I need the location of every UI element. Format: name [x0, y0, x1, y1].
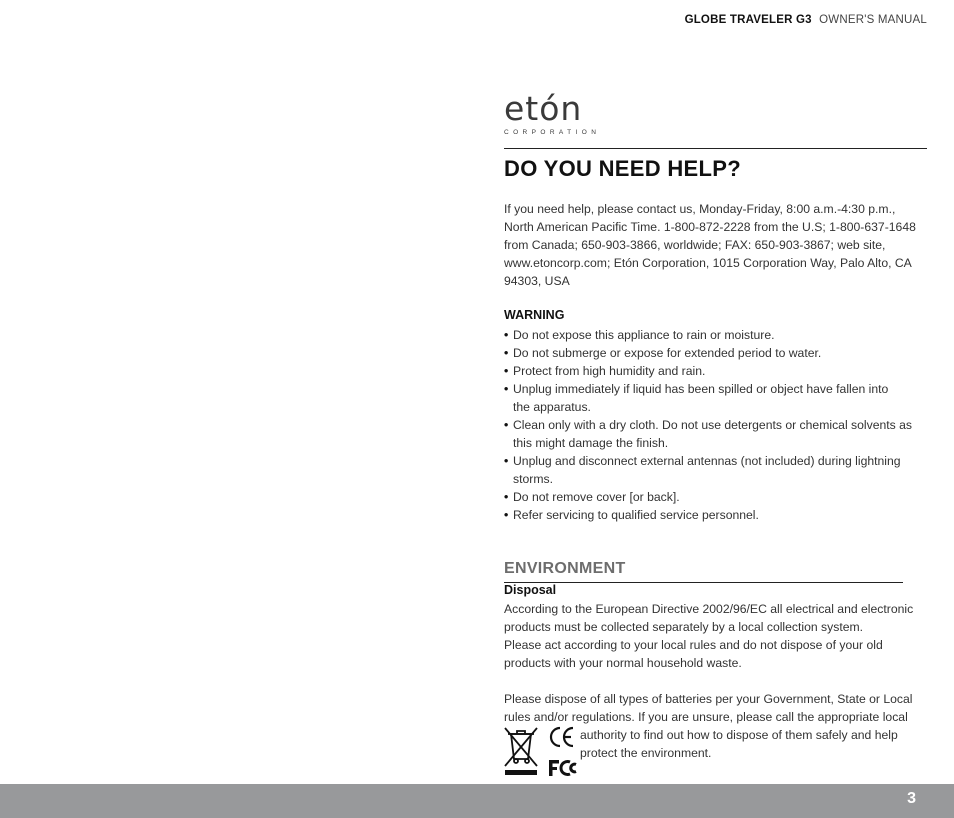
warning-item-text: Clean only with a dry cloth. Do not use detergents or chemical solvents as this might damage the finish.	[513, 418, 913, 450]
bullet-icon: •	[504, 382, 509, 396]
list-item	[504, 362, 928, 380]
running-header	[685, 14, 927, 26]
warning-heading: WARNING	[504, 308, 565, 322]
product-name: GLOBE TRAVELER G3	[684, 14, 812, 26]
warning-item-text: Do not submerge or expose for extended period to water.	[513, 346, 822, 360]
warning-item-text: Unplug immediately if liquid has been spilled or object have fallen into the apparatus.	[513, 382, 889, 414]
warning-item-text: Do not remove cover [or back].	[513, 490, 680, 504]
manual-label: OWNER'S MANUAL	[819, 14, 927, 26]
battery-paragraph: Please dispose of all types of batteries per your Government, State or Local rules and/or regulations. If you are unsure, please call the appropriate local	[504, 692, 913, 724]
warning-item-text: Do not expose this appliance to rain or moisture.	[513, 328, 775, 342]
bullet-icon: •	[504, 364, 509, 378]
environment-heading: ENVIRONMENT	[504, 560, 626, 577]
help-paragraph: If you need help, please contact us, Monday-Friday, 8:00 a.m.-4:30 p.m., North American Pacific Time. 1-800-872-2228 from the U.S; 1-800-637-1648 from Canada; 650-903-3866, worldwide; FAX: 650-903-3867; web site, www.etoncorp.com; Etón Corporation, 1015 Corporation Way, Palo Alto, CA 94303, USA	[504, 202, 916, 288]
battery-paragraph-continued: authority to find out how to dispose of them safely and help protect the environment.	[580, 728, 898, 760]
warning-item-text: Refer servicing to qualified service personnel.	[513, 508, 759, 522]
list-item	[504, 416, 928, 452]
bullet-icon: •	[504, 454, 509, 468]
logo-wordmark: etón	[504, 89, 583, 128]
logo-subtitle: CORPORATION	[504, 129, 601, 136]
environment-divider	[504, 582, 903, 583]
paragraph-gap	[504, 672, 928, 690]
warning-item-text: Protect from high humidity and rain.	[513, 364, 706, 378]
bullet-icon: •	[504, 490, 509, 504]
bullet-icon: •	[504, 418, 509, 432]
footer-bar	[0, 784, 954, 818]
fcc-mark-icon	[548, 758, 578, 778]
weee-crossed-bin-icon	[502, 725, 540, 777]
eton-logo	[504, 89, 644, 142]
bullet-icon: •	[504, 508, 509, 522]
list-item	[504, 506, 928, 524]
disposal-heading: Disposal	[504, 583, 557, 597]
list-item	[504, 452, 928, 488]
section-divider	[504, 148, 927, 149]
list-item	[504, 326, 928, 344]
disposal-paragraph: According to the European Directive 2002/96/EC all electrical and electronic products must be collected separately by a local collection system.	[504, 602, 914, 634]
list-item	[504, 488, 928, 506]
list-item	[504, 344, 928, 362]
help-heading: DO YOU NEED HELP?	[504, 156, 741, 181]
bullet-icon: •	[504, 328, 509, 342]
ce-mark-icon	[549, 726, 575, 748]
list-item	[504, 380, 893, 416]
disposal-paragraph: Please act according to your local rules and do not dispose of your old products with your normal household waste.	[504, 638, 883, 670]
warning-list	[504, 326, 928, 524]
warning-item-text: Unplug and disconnect external antennas (not included) during lightning storms.	[513, 454, 901, 486]
bullet-icon: •	[504, 346, 509, 360]
page-number: 3	[907, 790, 916, 807]
